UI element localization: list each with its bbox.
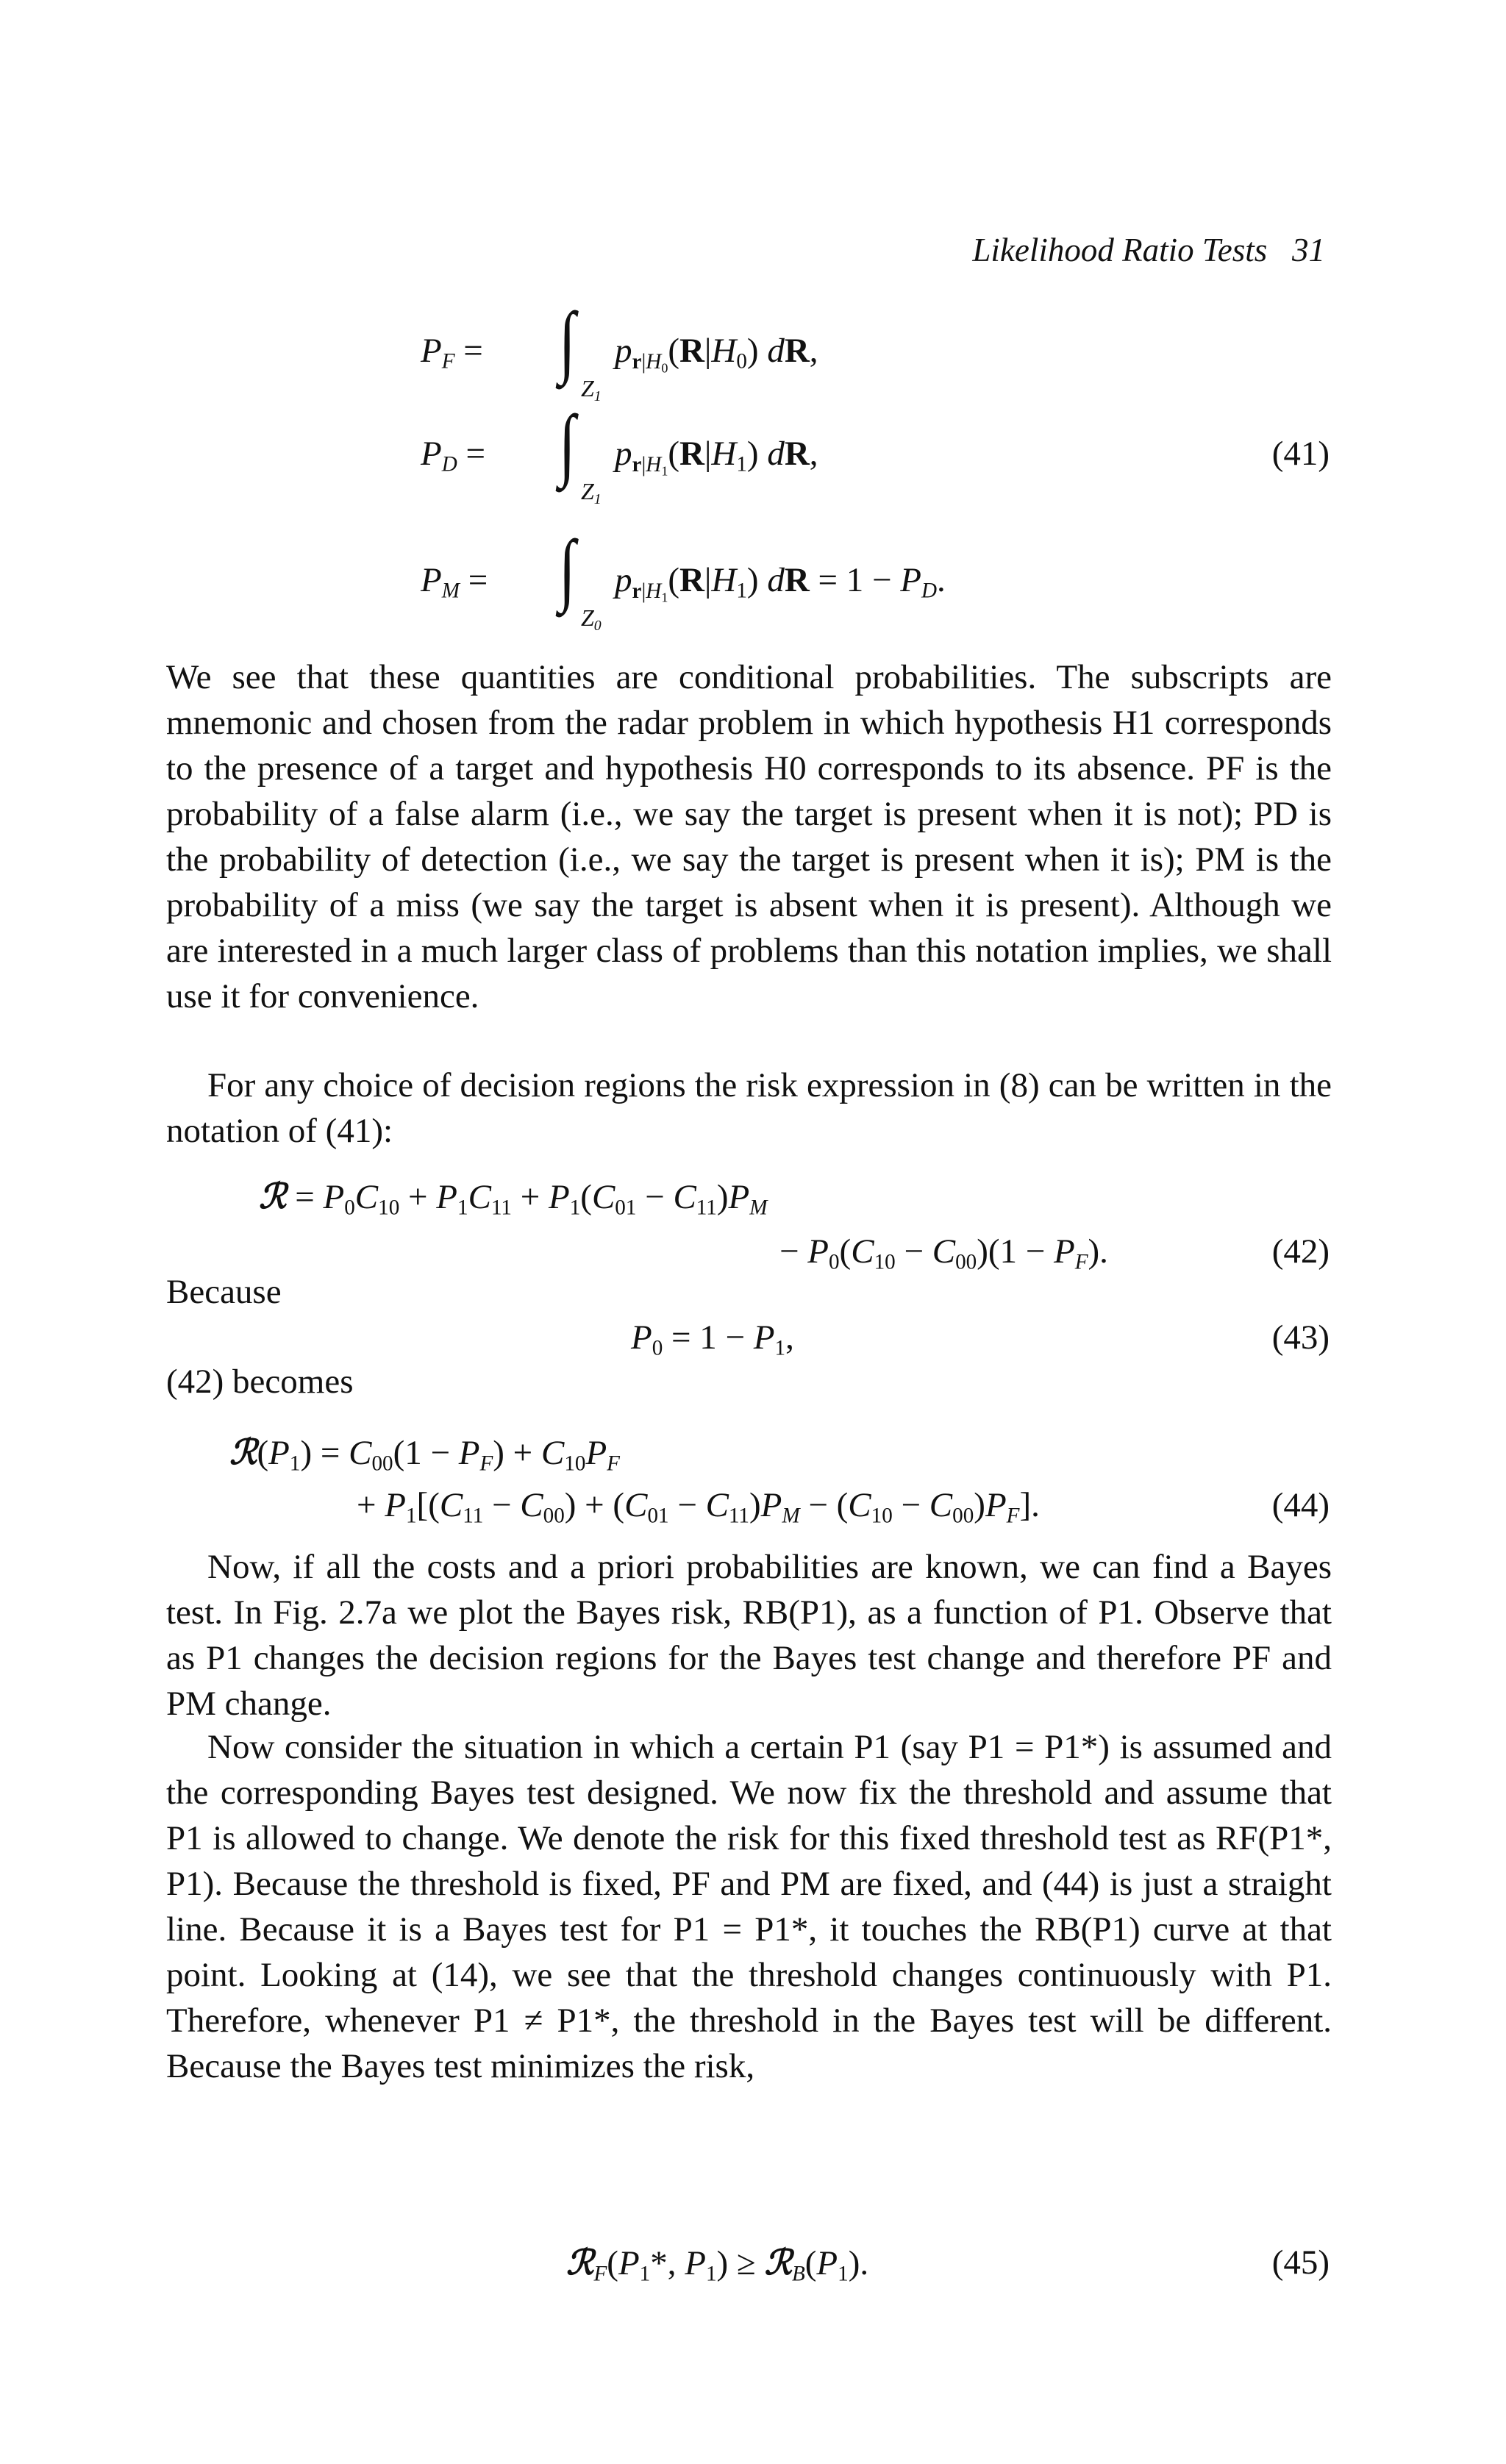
because-label: Because	[166, 1273, 282, 1311]
eq42-number: (42)	[1271, 1232, 1330, 1271]
running-title: Likelihood Ratio Tests	[972, 232, 1268, 268]
eq44-line2: + $P_1[(C_{11} - C_{00}) + (C_{01} - C_{11})P_M - (C_{10} - C_{00})P_F]$.	[357, 1486, 1040, 1528]
paragraph-1: We see that these quantities are conditional probabilities. The subscripts are mnemonic and chosen from the radar problem in which hypothesis H1 corresponds to the presence of a target and hypothesis H0 corresponds to its absence. PF is the probability of a false alarm (i.e., we say the target is present when it is not); PD is the probability of detection (i.e., we say the target is present when it is); PM is the probability of a miss (we say the target is absent when it is present). Although we are interested in a much larger class of problems than this notation implies, we shall use it for convenience.	[166, 658, 1332, 1015]
integral-limit: $Z_0$	[581, 604, 602, 634]
eq41-line2-integrand: $p_{r|H_1}(R|H_1)$ dR,	[615, 435, 818, 479]
eq41-line1: $P_F$ =	[421, 332, 483, 374]
running-header	[972, 231, 1325, 269]
page-number: 31	[1292, 232, 1325, 268]
eq44-number: (44)	[1271, 1486, 1330, 1524]
eq44-line1: $ℛ(P_1) = C_{00}(1 - P_F) + C_{10}P_F$	[229, 1432, 620, 1476]
equation-43: $P_0 = 1 - P_1$,	[631, 1318, 794, 1360]
integral-sign: ∫	[559, 524, 576, 613]
eq41-line1-integrand: $p_{r|H_0}(R|H_0)$ dR,	[615, 332, 818, 376]
eq41-number: (41)	[1271, 435, 1330, 473]
becomes-label: (42) becomes	[166, 1363, 354, 1401]
paragraph-4: Now consider the situation in which a certain P1 (say P1 = P1*) is assumed and the corresponding Bayes test designed. We now fix the threshold and assume that P1 is allowed to change. We denote the risk for this fixed threshold test as RF(P1*, P1). Because the threshold is fixed, PF and PM are fixed, and (44) is just a straight line. Because it is a Bayes test for P1 = P1*, it touches the RB(P1) curve at that point. Looking at (14), we see that the threshold changes continuously with P1. Therefore, whenever P1 ≠ P1*, the threshold in the Bayes test will be different. Because the Bayes test minimizes the risk,	[166, 1728, 1332, 2085]
paragraph-3: Now, if all the costs and a priori probabilities are known, we can find a Bayes test. In Fig. 2.7a we plot the Bayes risk, RB(P1), as a function of P1. Observe that as P1 changes the decision regions for the Bayes test change and therefore PF and PM change.	[166, 1548, 1332, 1723]
integral-limit: $Z_1$	[581, 478, 602, 507]
eq45-number: (45)	[1271, 2243, 1330, 2282]
eq41-line3: $P_M$ =	[421, 561, 488, 603]
eq42-line2: − $P_0(C_{10} - C_{00})(1 - P_F)$.	[779, 1232, 1108, 1274]
integral-sign: ∫	[559, 399, 576, 488]
eq43-number: (43)	[1271, 1318, 1330, 1357]
integral-limit: $Z_1$	[581, 375, 602, 404]
eq41-line2: $P_D$ =	[421, 435, 486, 476]
paragraph-2: For any choice of decision regions the risk expression in (8) can be written in the notation of (41):	[166, 1066, 1332, 1150]
integral-sign: ∫	[559, 296, 576, 385]
eq41-line3-integrand: $p_{r|H_1}(R|H_1)$ dR = $1 - P_D$.	[615, 561, 946, 605]
equation-45: $ℛ_F(P_1*$, $P_1$) ≥ $ℛ_B(P_1)$.	[566, 2243, 869, 2286]
eq42-line1: ℛ = $P_0C_{10} + P_1C_{11} + P_1(C_{01} - C_{11})P_M$	[259, 1176, 768, 1220]
